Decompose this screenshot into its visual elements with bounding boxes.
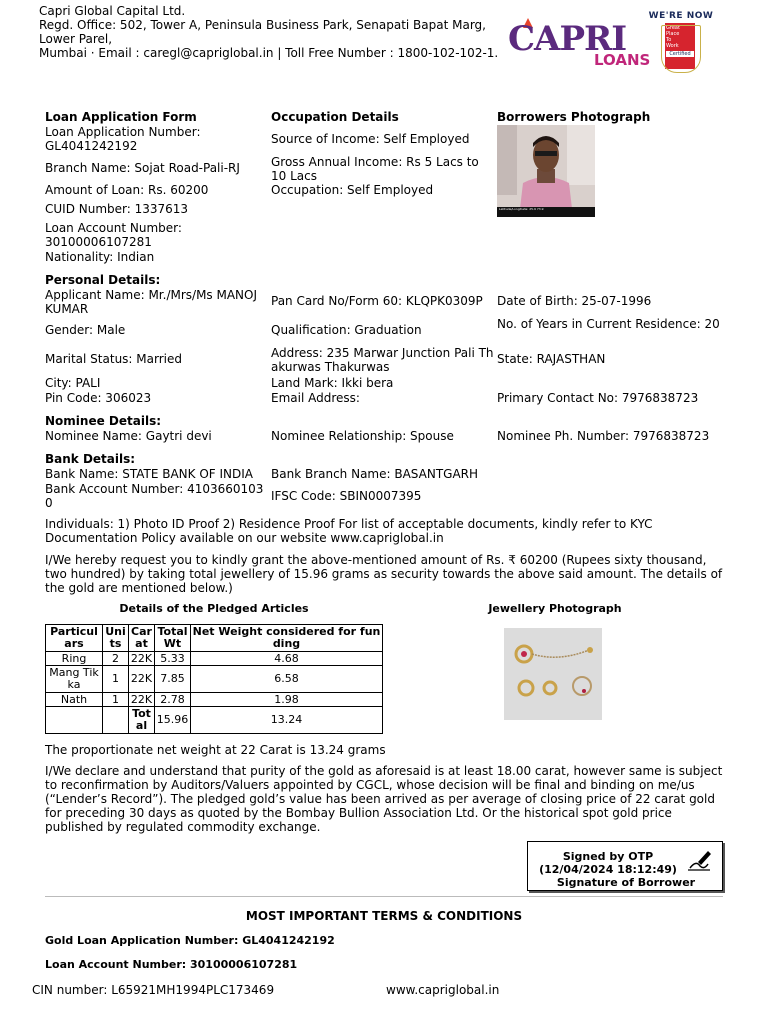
loan-amount: Amount of Loan: Rs. 60200 <box>45 183 209 197</box>
great-place-to-work-badge <box>645 11 717 75</box>
state: State: RAJASTHAN <box>497 352 606 366</box>
borrower-photo-image <box>497 125 595 217</box>
nationality: Nationality: Indian <box>45 250 155 264</box>
signature-pen-icon <box>686 848 712 872</box>
footer-website[interactable]: www.capriglobal.in <box>386 983 500 997</box>
total-net: 13.24 <box>191 707 383 734</box>
personal-heading: Personal Details: <box>45 273 161 287</box>
badge-border <box>661 25 701 73</box>
bank-heading: Bank Details: <box>45 452 136 466</box>
branch-name: Branch Name: Sojat Road-Pali-RJ <box>45 161 240 175</box>
bank-name: Bank Name: STATE BANK OF INDIA <box>45 467 254 481</box>
pan-card: Pan Card No/Form 60: KLQPK0309P <box>271 294 483 308</box>
landmark: Land Mark: Ikki bera <box>271 376 394 390</box>
pledge-table <box>45 624 383 734</box>
terms-app-number: Gold Loan Application Number: GL4041242192 <box>45 934 335 947</box>
nominee-name: Nominee Name: Gaytri devi <box>45 429 212 443</box>
jewellery-photo <box>504 628 602 720</box>
regd-office: Regd. Office: 502, Tower A, Peninsula Business Park, Senapati Bapat Marg, Lower Parel, <box>39 18 486 46</box>
applicant-name: Applicant Name: Mr./Mrs/Ms MANOJ KUMAR <box>45 288 258 316</box>
loan-request-text: I/We hereby request you to kindly grant the above-mentioned amount of Rs. ₹ 60200 (Rupees sixty thousand, two hundred) by taking total jewellery of 15.96 grams as security towards the above said amount. The details of the gold are mentioned below.) <box>45 553 723 595</box>
table-row: Mang Tikka 1 22K 7.85 6.58 <box>46 666 383 693</box>
gross-income: Gross Annual Income: Rs 5 Lacs to 10 Lacs <box>271 155 479 183</box>
nominee-relationship: Nominee Relationship: Spouse <box>271 429 454 443</box>
loan-form-heading: Loan Application Form <box>45 110 197 124</box>
terms-account-number: Loan Account Number: 30100006107281 <box>45 958 298 971</box>
gender: Gender: Male <box>45 323 126 337</box>
nominee-heading: Nominee Details: <box>45 414 162 428</box>
col-units: Units <box>103 625 129 652</box>
borrower-photo <box>497 125 595 217</box>
total-wt: 15.96 <box>155 707 191 734</box>
photo-heading: Borrowers Photograph <box>497 110 651 124</box>
signature-label: Signature of Borrower <box>556 876 696 889</box>
nominee-phone: Nominee Ph. Number: 7976838723 <box>497 429 710 443</box>
total-label: Total <box>129 707 155 734</box>
pin-code: Pin Code: 306023 <box>45 391 152 405</box>
bank-branch: Bank Branch Name: BASANTGARH <box>271 467 479 481</box>
photo-caption: Latitude/Longitude: 25.9 73.9 <box>499 207 544 211</box>
jewellery-photo-image <box>504 628 602 720</box>
kyc-note: Individuals: 1) Photo ID Proof 2) Residence Proof For list of acceptable documents, kindly refer to KYC Documentation Policy available on our website www.capriglobal.in <box>45 517 653 545</box>
badge-top-text: WE'RE NOW <box>648 11 714 21</box>
primary-contact: Primary Contact No: 7976838723 <box>497 391 699 405</box>
signature-box <box>527 841 723 891</box>
logo-capri-text: CAPRI <box>508 19 627 59</box>
city: City: PALI <box>45 376 101 390</box>
table-header-row <box>46 625 383 652</box>
bank-account-number: Bank Account Number: 41036601030 <box>45 482 264 510</box>
qualification: Qualification: Graduation <box>271 323 422 337</box>
cin-number: CIN number: L65921MH1994PLC173469 <box>32 983 275 997</box>
occupation-heading: Occupation Details <box>271 110 399 124</box>
company-header <box>39 4 499 60</box>
table-row: Ring 2 22K 5.33 4.68 <box>46 652 383 666</box>
capri-loans-logo <box>506 14 651 72</box>
proportionate-weight: The proportionate net weight at 22 Carat is 13.24 grams <box>45 743 386 757</box>
declaration-text: I/We declare and understand that purity of the gold as aforesaid is at least 18.00 carat, however same is subject to reconfirmation by Auditors/Valuers appointed by CGCL, whose decision will be final and binding on me/us (“Lender’s Record”). The pledged gold’s value has been arrived as per average of closing price of 22 carat gold for preceding 30 days as quoted by the Bombay Bullion Association Ltd. Or the historical spot gold price published by regulated commodity exchange. <box>45 764 723 834</box>
col-carat: Carat <box>129 625 155 652</box>
income-source: Source of Income: Self Employed <box>271 132 470 146</box>
marital-status: Marital Status: Married <box>45 352 182 366</box>
table-total-row <box>46 707 383 734</box>
years-in-residence: No. of Years in Current Residence: 20 <box>497 317 720 331</box>
col-total-wt: Total Wt <box>155 625 191 652</box>
table-row: Nath 1 22K 2.78 1.98 <box>46 693 383 707</box>
address: Address: 235 Marwar Junction Pali Thakurwas Thakurwas <box>271 346 494 374</box>
col-net-weight: Net Weight considered for funding <box>191 625 383 652</box>
company-name: Capri Global Capital Ltd. <box>39 4 186 18</box>
col-particulars: Particulars <box>46 625 103 652</box>
contact-info: Mumbai · Email : caregl@capriglobal.in | Toll Free Number : 1800-102-102-1. <box>39 46 499 60</box>
gptw-certified-icon: Great Place To Work Certified <box>665 23 695 69</box>
pledge-heading: Details of the Pledged Articles <box>119 602 309 615</box>
email-address: Email Address: <box>271 391 360 405</box>
logo-loans-text: LOANS <box>594 51 651 69</box>
otp-signed-text: Signed by OTP (12/04/2024 18:12:49) <box>539 850 677 876</box>
terms-heading: MOST IMPORTANT TERMS & CONDITIONS <box>245 909 523 923</box>
section-divider <box>45 896 723 897</box>
cuid-number: CUID Number: 1337613 <box>45 202 189 216</box>
loan-app-number: Loan Application Number: GL4041242192 <box>45 125 201 153</box>
jewellery-photo-heading: Jewellery Photograph <box>488 602 622 615</box>
occupation: Occupation: Self Employed <box>271 183 434 197</box>
date-of-birth: Date of Birth: 25-07-1996 <box>497 294 652 308</box>
ifsc-code: IFSC Code: SBIN0007395 <box>271 489 422 503</box>
loan-account-number: Loan Account Number: 30100006107281 <box>45 221 182 249</box>
